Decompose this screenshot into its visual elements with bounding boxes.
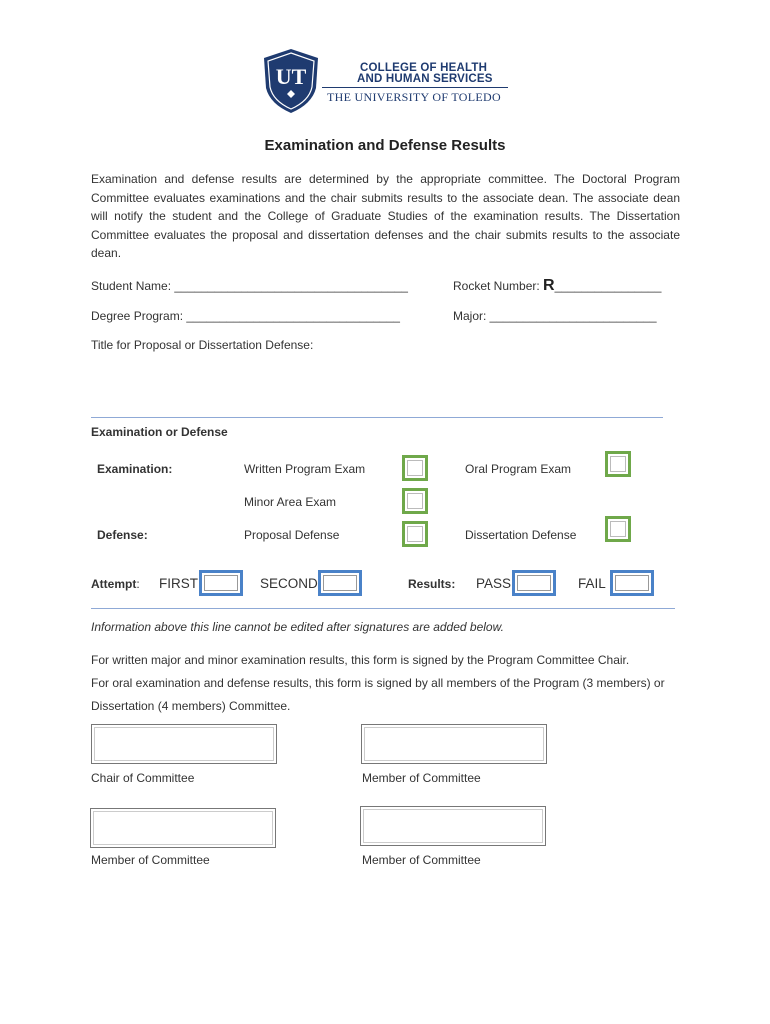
major-field[interactable]: Major: _________________________ [453, 309, 657, 323]
attempt-colon: : [136, 577, 140, 591]
student-name-field[interactable]: Student Name: ___________________________________ [91, 279, 408, 293]
member-3-signature-label: Member of Committee [362, 853, 481, 867]
member-2-signature-label: Member of Committee [91, 853, 210, 867]
defense-label: Defense: [97, 528, 148, 542]
minor-exam-label: Minor Area Exam [244, 495, 337, 509]
second-attempt-label: SECOND [260, 576, 318, 591]
oral-signing-instructions: For oral examination and defense results, this form is signed by all members of the Program (3 members) or Dissertation (4 members) Committee. [91, 676, 665, 713]
title-label: Title for Proposal or Dissertation Defense: [91, 338, 314, 352]
oral-exam-checkbox[interactable] [605, 451, 631, 477]
attempt-label: Attempt [91, 577, 137, 591]
chair-signature-box[interactable] [91, 724, 277, 764]
document-title: Examination and Defense Results [264, 137, 506, 154]
written-exam-label: Written Program Exam [244, 462, 366, 476]
rocket-number-field[interactable] [453, 277, 661, 295]
first-attempt-box[interactable] [199, 570, 243, 596]
member-3-signature-box[interactable] [360, 806, 546, 846]
chair-signature-label: Chair of Committee [91, 771, 195, 785]
pass-box[interactable] [512, 570, 556, 596]
pass-label: PASS [476, 576, 512, 591]
member-1-signature-label: Member of Committee [362, 771, 481, 785]
examination-label: Examination: [97, 462, 173, 476]
rocket-prefix: R [543, 277, 555, 294]
logo-university-name: THE UNIVERSITY OF TOLEDO [327, 90, 501, 104]
logo-monogram: UT [275, 64, 307, 89]
minor-exam-checkbox[interactable] [402, 488, 428, 514]
logo-college-line2: AND HUMAN SERVICES [357, 73, 493, 85]
edit-lock-note: Information above this line cannot be edited after signatures are added below. [91, 620, 504, 634]
university-shield-logo [262, 48, 320, 114]
proposal-defense-checkbox[interactable] [402, 521, 428, 547]
section-divider [91, 417, 663, 418]
member-1-signature-box[interactable] [361, 724, 547, 764]
results-label: Results: [408, 577, 456, 591]
fail-box[interactable] [610, 570, 654, 596]
fail-label: FAIL [578, 576, 606, 591]
intro-paragraph: Examination and defense results are determined by the appropriate committee. The Doctoral Program Committee evaluates examinations and the chair submits results to the associate dean. The associate dean will notify the student and the College of Graduate Studies of the examination results. The Dissertation Committee evaluates the proposal and dissertation defenses and the chair submits results to the associate dean. [91, 172, 680, 261]
written-exam-checkbox[interactable] [402, 455, 428, 481]
written-signing-instructions: For written major and minor examination results, this form is signed by the Program Committee Chair. [91, 653, 630, 667]
proposal-defense-label: Proposal Defense [244, 528, 340, 542]
signature-divider [91, 608, 675, 609]
dissertation-defense-label: Dissertation Defense [465, 528, 577, 542]
logo-divider [322, 87, 508, 88]
first-attempt-label: FIRST [159, 576, 198, 591]
dissertation-defense-checkbox[interactable] [605, 516, 631, 542]
oral-exam-label: Oral Program Exam [465, 462, 572, 476]
exam-section-heading: Examination or Defense [91, 425, 228, 439]
member-2-signature-box[interactable] [90, 808, 276, 848]
rocket-number-label: Rocket Number: [453, 279, 544, 293]
second-attempt-box[interactable] [318, 570, 362, 596]
logo-college-line1: COLLEGE OF HEALTH [360, 62, 488, 74]
attempt-label-group [91, 577, 140, 591]
degree-program-field[interactable]: Degree Program: ________________________________ [91, 309, 400, 323]
rocket-number-blank: ________________ [554, 279, 662, 293]
